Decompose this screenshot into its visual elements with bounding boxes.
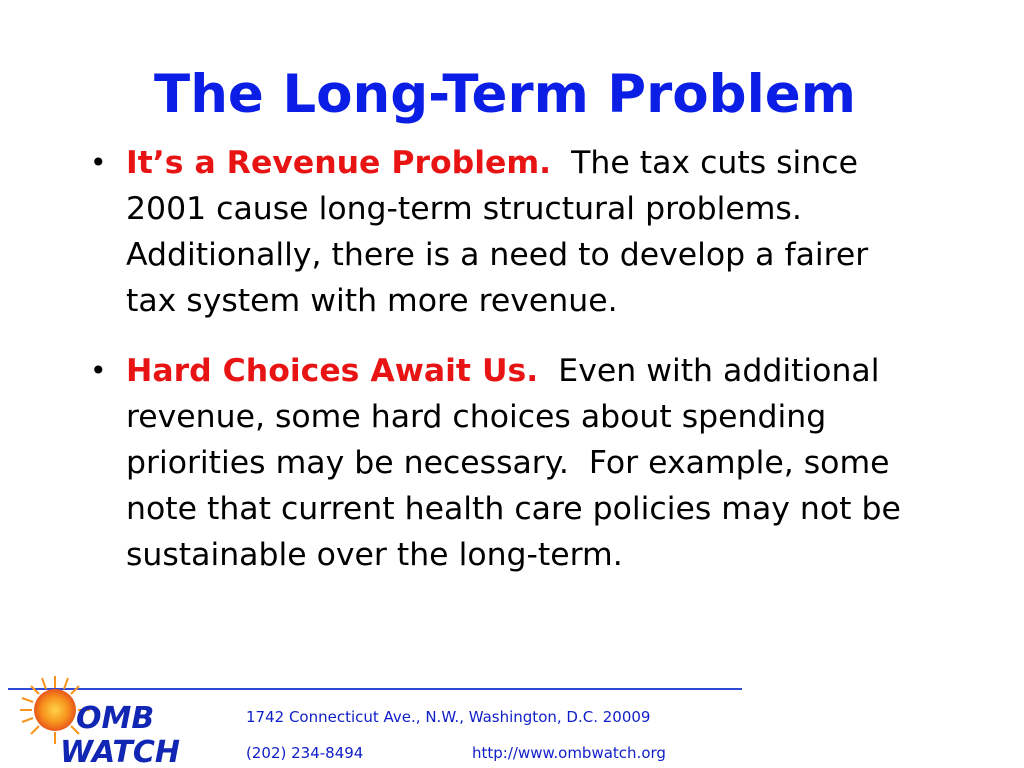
omb-watch-logo <box>0 672 236 768</box>
footer-phone: (202) 234-8494 <box>246 744 364 762</box>
bullet-hard-choices <box>88 348 918 578</box>
footer-url[interactable]: http://www.ombwatch.org <box>472 744 666 762</box>
bullet-lead: It’s a Revenue Problem. <box>126 145 552 181</box>
page-title: The Long-Term Problem <box>154 63 856 125</box>
bullet-dot: • <box>90 354 107 387</box>
footer-address: 1742 Connecticut Ave., N.W., Washington, D.C. 20009 <box>246 708 651 726</box>
bullet-lead: Hard Choices Await Us. <box>126 353 539 389</box>
omb-watch-sun-logo-icon <box>0 672 236 768</box>
bullet-revenue-problem <box>88 140 918 324</box>
logo-text-watch: WATCH <box>60 735 180 768</box>
bullet-list <box>88 140 918 578</box>
bullet-body: Even with additional revenue, some hard choices about spending priorities may be necessary. For example, some note that current health care policies may not be sustainable over the long-term. <box>126 353 911 573</box>
bullet-dot: • <box>90 146 107 179</box>
bullet-body: The tax cuts since 2001 cause long-term structural problems. Additionally, there is a need to develop a fairer tax system with more revenue. <box>126 145 879 319</box>
logo-text-omb: OMB <box>76 701 155 736</box>
